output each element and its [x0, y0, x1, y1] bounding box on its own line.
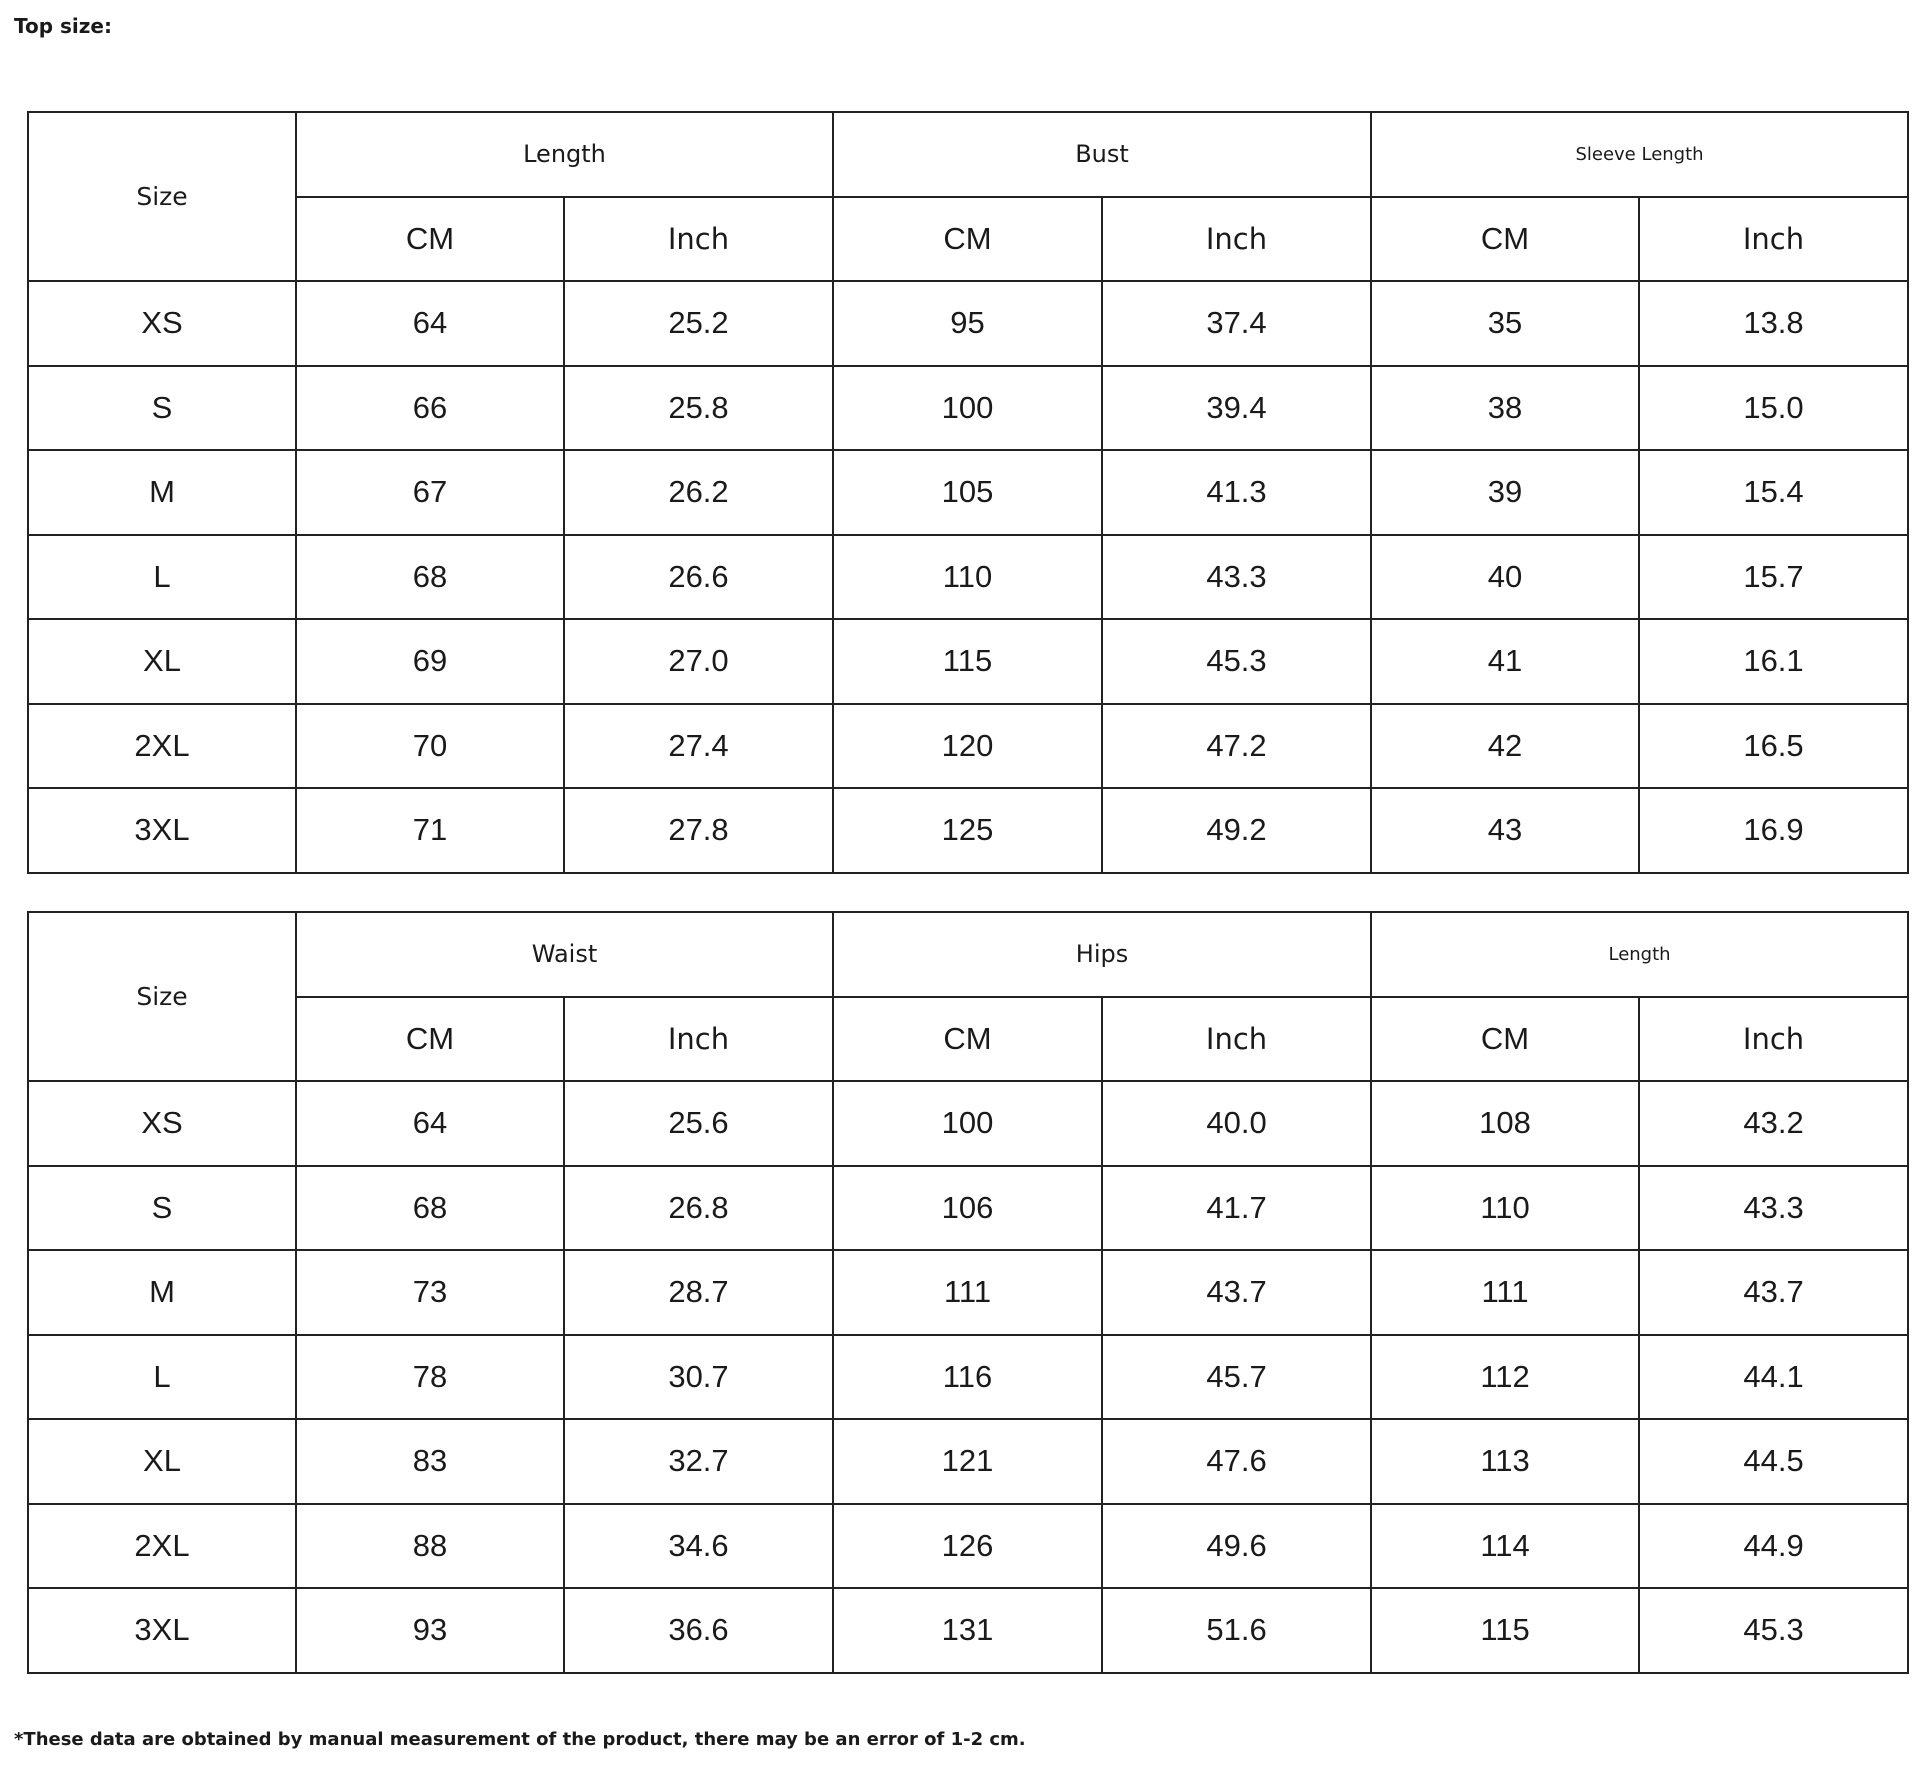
- size-header: Size: [28, 112, 296, 281]
- unit-header-inch: Inch: [564, 197, 833, 282]
- measurement-cell: 116: [833, 1335, 1102, 1420]
- measurement-cell: 13.8: [1639, 281, 1908, 366]
- size-cell: XS: [28, 1081, 296, 1166]
- unit-header-cm: CM: [1371, 197, 1639, 282]
- measurement-cell: 45.3: [1102, 619, 1371, 704]
- unit-header-inch: Inch: [1102, 197, 1371, 282]
- measurement-cell: 111: [1371, 1250, 1639, 1335]
- unit-header-cm: CM: [296, 197, 564, 282]
- measurement-cell: 25.8: [564, 366, 833, 451]
- measurement-cell: 49.2: [1102, 788, 1371, 873]
- measurement-cell: 26.6: [564, 535, 833, 620]
- measurement-cell: 15.4: [1639, 450, 1908, 535]
- measurement-cell: 43.7: [1102, 1250, 1371, 1335]
- measurement-cell: 40.0: [1102, 1081, 1371, 1166]
- measurement-cell: 121: [833, 1419, 1102, 1504]
- measurement-cell: 47.2: [1102, 704, 1371, 789]
- table-row: [28, 619, 1908, 704]
- measurement-cell: 125: [833, 788, 1102, 873]
- measurement-cell: 41.7: [1102, 1166, 1371, 1251]
- size-cell: M: [28, 450, 296, 535]
- measurement-cell: 35: [1371, 281, 1639, 366]
- group-header-length: Length: [296, 112, 833, 197]
- unit-header-inch: Inch: [1639, 997, 1908, 1082]
- measurement-cell: 43.7: [1639, 1250, 1908, 1335]
- unit-header-cm: CM: [833, 197, 1102, 282]
- measurement-cell: 93: [296, 1588, 564, 1673]
- measurement-cell: 51.6: [1102, 1588, 1371, 1673]
- measurement-cell: 71: [296, 788, 564, 873]
- measurement-cell: 44.1: [1639, 1335, 1908, 1420]
- table-row: [28, 1335, 1908, 1420]
- measurement-cell: 100: [833, 1081, 1102, 1166]
- table-row: [28, 788, 1908, 873]
- measurement-cell: 70: [296, 704, 564, 789]
- size-cell: 3XL: [28, 788, 296, 873]
- measurement-cell: 44.9: [1639, 1504, 1908, 1589]
- measurement-cell: 95: [833, 281, 1102, 366]
- table-body: [28, 281, 1908, 873]
- group-header-waist: Waist: [296, 912, 833, 997]
- measurement-cell: 44.5: [1639, 1419, 1908, 1504]
- measurement-cell: 16.1: [1639, 619, 1908, 704]
- measurement-cell: 126: [833, 1504, 1102, 1589]
- size-cell: XL: [28, 619, 296, 704]
- table-row: [28, 1588, 1908, 1673]
- measurement-cell: 105: [833, 450, 1102, 535]
- measurement-cell: 15.0: [1639, 366, 1908, 451]
- measurement-cell: 115: [1371, 1588, 1639, 1673]
- measurement-cell: 108: [1371, 1081, 1639, 1166]
- measurement-cell: 43.3: [1639, 1166, 1908, 1251]
- measurement-cell: 40: [1371, 535, 1639, 620]
- measurement-cell: 25.2: [564, 281, 833, 366]
- measurement-cell: 67: [296, 450, 564, 535]
- measurement-cell: 16.9: [1639, 788, 1908, 873]
- size-table-top: [27, 111, 1909, 874]
- table-row: [28, 1166, 1908, 1251]
- measurement-cell: 26.8: [564, 1166, 833, 1251]
- measurement-cell: 39.4: [1102, 366, 1371, 451]
- measurement-cell: 37.4: [1102, 281, 1371, 366]
- measurement-cell: 43.2: [1639, 1081, 1908, 1166]
- size-header: Size: [28, 912, 296, 1081]
- unit-header-inch: Inch: [1639, 197, 1908, 282]
- measurement-cell: 36.6: [564, 1588, 833, 1673]
- size-cell: XL: [28, 1419, 296, 1504]
- measurement-cell: 112: [1371, 1335, 1639, 1420]
- measurement-cell: 49.6: [1102, 1504, 1371, 1589]
- page-title: Top size:: [14, 14, 112, 38]
- measurement-cell: 111: [833, 1250, 1102, 1335]
- measurement-cell: 41.3: [1102, 450, 1371, 535]
- measurement-cell: 30.7: [564, 1335, 833, 1420]
- measurement-cell: 42: [1371, 704, 1639, 789]
- table-row: [28, 1250, 1908, 1335]
- measurement-cell: 47.6: [1102, 1419, 1371, 1504]
- size-cell: S: [28, 1166, 296, 1251]
- measurement-cell: 115: [833, 619, 1102, 704]
- table-row: [28, 1504, 1908, 1589]
- measurement-cell: 16.5: [1639, 704, 1908, 789]
- measurement-cell: 39: [1371, 450, 1639, 535]
- measurement-cell: 64: [296, 1081, 564, 1166]
- measurement-cell: 28.7: [564, 1250, 833, 1335]
- size-cell: L: [28, 1335, 296, 1420]
- measurement-cell: 34.6: [564, 1504, 833, 1589]
- measurement-cell: 64: [296, 281, 564, 366]
- group-header-length: Length: [1371, 912, 1908, 997]
- size-cell: L: [28, 535, 296, 620]
- size-cell: 2XL: [28, 1504, 296, 1589]
- measurement-cell: 110: [833, 535, 1102, 620]
- size-cell: 3XL: [28, 1588, 296, 1673]
- measurement-cell: 69: [296, 619, 564, 704]
- table-row: [28, 1419, 1908, 1504]
- measurement-cell: 114: [1371, 1504, 1639, 1589]
- measurement-cell: 110: [1371, 1166, 1639, 1251]
- size-table-bottom: [27, 911, 1909, 1674]
- measurement-cell: 73: [296, 1250, 564, 1335]
- measurement-cell: 106: [833, 1166, 1102, 1251]
- measurement-cell: 41: [1371, 619, 1639, 704]
- unit-header-cm: CM: [1371, 997, 1639, 1082]
- measurement-cell: 43.3: [1102, 535, 1371, 620]
- measurement-cell: 100: [833, 366, 1102, 451]
- table-row: [28, 1081, 1908, 1166]
- measurement-cell: 32.7: [564, 1419, 833, 1504]
- group-header-sleeve-length: Sleeve Length: [1371, 112, 1908, 197]
- measurement-cell: 26.2: [564, 450, 833, 535]
- measurement-cell: 45.7: [1102, 1335, 1371, 1420]
- unit-header-cm: CM: [833, 997, 1102, 1082]
- measurement-cell: 43: [1371, 788, 1639, 873]
- group-header-hips: Hips: [833, 912, 1371, 997]
- measurement-cell: 27.0: [564, 619, 833, 704]
- measurement-cell: 38: [1371, 366, 1639, 451]
- size-cell: S: [28, 366, 296, 451]
- measurement-cell: 25.6: [564, 1081, 833, 1166]
- measurement-cell: 66: [296, 366, 564, 451]
- unit-header-inch: Inch: [564, 997, 833, 1082]
- measurement-cell: 68: [296, 535, 564, 620]
- measurement-cell: 15.7: [1639, 535, 1908, 620]
- measurement-cell: 27.8: [564, 788, 833, 873]
- table-row: [28, 366, 1908, 451]
- measurement-cell: 27.4: [564, 704, 833, 789]
- unit-header-cm: CM: [296, 997, 564, 1082]
- measurement-cell: 131: [833, 1588, 1102, 1673]
- table-row: [28, 450, 1908, 535]
- measurement-cell: 45.3: [1639, 1588, 1908, 1673]
- size-cell: M: [28, 1250, 296, 1335]
- measurement-cell: 120: [833, 704, 1102, 789]
- size-cell: XS: [28, 281, 296, 366]
- table-row: [28, 704, 1908, 789]
- table-body: [28, 1081, 1908, 1673]
- measurement-cell: 88: [296, 1504, 564, 1589]
- measurement-note: *These data are obtained by manual measurement of the product, there may be an error of 1-2 cm.: [14, 1729, 1026, 1750]
- table-row: [28, 535, 1908, 620]
- measurement-cell: 78: [296, 1335, 564, 1420]
- table-row: [28, 281, 1908, 366]
- measurement-cell: 83: [296, 1419, 564, 1504]
- measurement-cell: 68: [296, 1166, 564, 1251]
- group-header-bust: Bust: [833, 112, 1371, 197]
- measurement-cell: 113: [1371, 1419, 1639, 1504]
- size-cell: 2XL: [28, 704, 296, 789]
- unit-header-inch: Inch: [1102, 997, 1371, 1082]
